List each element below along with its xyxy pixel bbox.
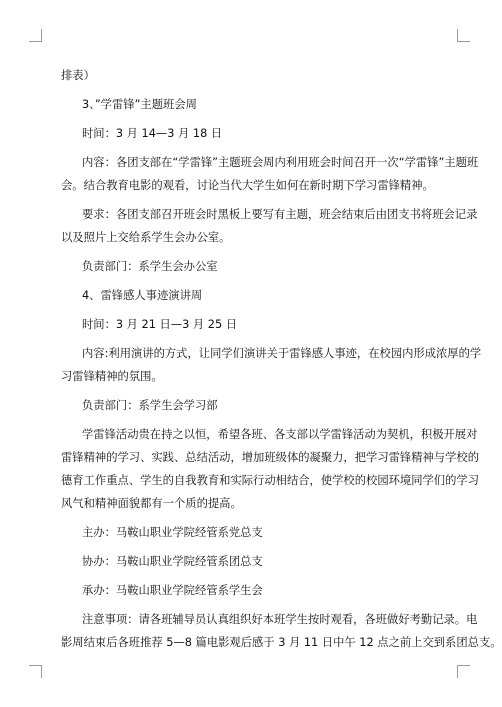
text-line: 德育工作重点、学生的自我教育和实际行动相结合，使学校的校园环境同学们的学习 — [61, 474, 479, 487]
text-line: 习雷锋精神的氛围。 — [61, 370, 163, 383]
section-heading: 3、”学雷锋”主题班会周 — [82, 98, 197, 111]
text-line: 内容：各团支部在“学雷锋”主题班会周内利用班会时间召开一次“学雷锋”主题班 — [82, 156, 479, 169]
text-line: 要求：各团支部召开班会时黑板上要写有主题，班会结束后由团支书将班会记录 — [82, 208, 478, 221]
text-line: 风气和精神面貌都有一个质的提高。 — [61, 497, 242, 510]
document-body — [61, 64, 502, 654]
crop-mark-top-left — [29, 29, 42, 42]
text-line: 排表） — [61, 69, 95, 82]
text-line: 承办：马鞍山职业学院经管系学生会 — [82, 584, 263, 597]
text-line: 注意事项：请各班辅导员认真组织好本班学生按时观看，各班做好考勤记录。电 — [82, 613, 478, 626]
crop-mark-top-right — [457, 29, 470, 42]
text-line: 负责部门：系学生会学习部 — [82, 399, 218, 412]
text-line: 雷锋精神的学习、实践、总结活动，增加班级体的凝聚力，把学习雷锋精神与学校的 — [61, 451, 479, 464]
crop-mark-bottom-right — [457, 665, 470, 678]
text-line: 时间：3 月 21 日—3 月 25 日 — [82, 318, 238, 331]
section-heading: 4、雷锋感人事迹演讲周 — [82, 289, 203, 302]
crop-mark-bottom-left — [29, 665, 42, 678]
text-line: 时间：3 月 14—3 月 18 日 — [82, 127, 223, 140]
text-line: 协办：马鞍山职业学院经管系团总支 — [82, 555, 263, 568]
text-line: 负责部门：系学生会办公室 — [82, 260, 218, 273]
text-line: 影周结束后各班推荐 5—8 篇电影观后感于 3 月 11 日中午 12 点之前上交到系团总支。 — [61, 636, 502, 649]
text-line: 学雷锋活动贵在持之以恒，希望各班、各支部以学雷锋活动为契机，积极开展对 — [82, 428, 478, 441]
text-line: 主办：马鞍山职业学院经管系党总支 — [82, 526, 263, 539]
text-line: 以及照片上交给系学生会办公室。 — [61, 231, 231, 244]
text-line: 会。结合教育电影的观看，讨论当代大学生如何在新时期下学习雷锋精神。 — [61, 179, 434, 192]
text-line: 内容:利用演讲的方式，让同学们演讲关于雷锋感人事迹，在校园内形成浓厚的学 — [82, 347, 482, 360]
